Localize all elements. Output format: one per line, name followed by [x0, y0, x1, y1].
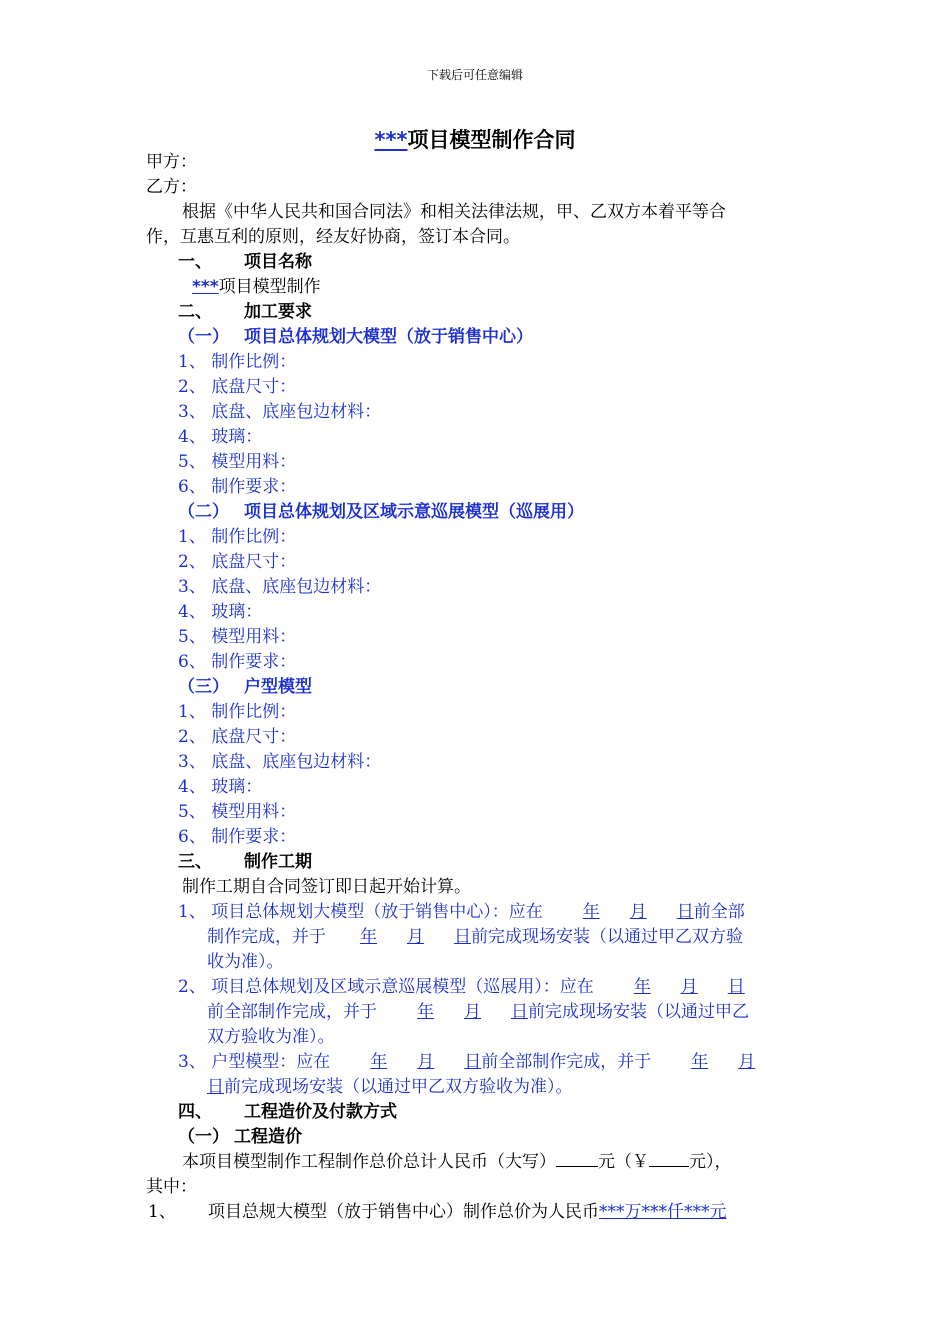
period-text: 3、 户型模型：应在 — [178, 1052, 331, 1072]
req-item: 3、 底盘、底座包边材料： — [178, 402, 382, 422]
period-text: 2、 项目总体规划及区域示意巡展模型（巡展用）：应在 — [178, 977, 594, 997]
req-item: 1、 制作比例： — [178, 702, 297, 722]
cost-line-2: 其中： — [146, 1177, 197, 1197]
subsection-num: （三） — [178, 677, 229, 697]
period-item-1-line-3: 收为准）。 — [207, 952, 284, 972]
date-blank: 年 月 日 — [360, 927, 471, 947]
req-item: 5、 模型用料： — [178, 802, 297, 822]
date-blank: 年 月 日 — [370, 1052, 482, 1072]
period-text: 1、 项目总体规划大模型（放于销售中心）：应在 — [178, 902, 543, 922]
amount-blank — [556, 1166, 598, 1167]
date-blank: 年 月 日 — [582, 902, 694, 922]
subsection-title: 项目总体规划及区域示意巡展模型（巡展用） — [244, 502, 584, 522]
cost-item-1 — [148, 1200, 727, 1224]
period-text: 制作完成，并于 — [207, 927, 326, 947]
section-1-heading — [178, 250, 312, 274]
req-item: 3、 底盘、底座包边材料： — [178, 752, 382, 772]
req-item: 1、 制作比例： — [178, 352, 297, 372]
project-name — [192, 275, 321, 299]
section-num: 四、 — [178, 1102, 212, 1122]
subsection-1-heading — [178, 325, 533, 349]
req-item: 4、 玻璃： — [178, 427, 263, 447]
document-title — [0, 124, 950, 154]
req-item: 5、 模型用料： — [178, 452, 297, 472]
party-a: 甲方： — [146, 152, 197, 172]
cost-item-text: 项目总规大模型（放于销售中心）制作总价为人民币 — [208, 1202, 599, 1222]
req-item: 4、 玻璃： — [178, 602, 263, 622]
title-stars: *** — [374, 128, 408, 152]
req-item: 2、 底盘尺寸： — [178, 377, 297, 397]
section-4-heading — [178, 1100, 397, 1124]
period-item-3-line-1 — [178, 1050, 755, 1074]
cost-item-amount: ***万***仟***元 — [599, 1202, 727, 1222]
page-header: 下载后可任意编辑 — [426, 68, 523, 82]
amount-blank — [649, 1166, 689, 1167]
subsection-3-heading — [178, 675, 312, 699]
req-item: 6、 制作要求： — [178, 827, 297, 847]
date-blank: 年 月 日 — [633, 977, 745, 997]
period-item-2-line-3: 双方验收为准）。 — [207, 1027, 335, 1047]
req-item: 3、 底盘、底座包边材料： — [178, 577, 382, 597]
subsection-title: 工程造价 — [234, 1127, 302, 1147]
section-title: 制作工期 — [244, 852, 312, 872]
subsection-title: 项目总体规划大模型（放于销售中心） — [244, 327, 533, 347]
intro-line-2: 作，互惠互利的原则，经友好协商，签订本合同。 — [146, 227, 520, 247]
section-3-heading — [178, 850, 312, 874]
subsection-4-heading — [178, 1125, 302, 1149]
period-item-2-line-2 — [207, 1000, 749, 1024]
cost-line-1: 本项目模型制作工程制作总价总计人民币（大写） 元（￥ 元）， — [182, 1152, 732, 1172]
req-item: 2、 底盘尺寸： — [178, 552, 297, 572]
period-text: 前完成现场安装（以通过甲乙 — [528, 1002, 749, 1022]
period-text: 前全部制作完成，并于 — [481, 1052, 652, 1072]
project-name-stars: *** — [192, 277, 219, 297]
req-item: 4、 玻璃： — [178, 777, 263, 797]
section-num: 一、 — [178, 252, 212, 272]
period-text: 前全部制作完成，并于 — [207, 1002, 377, 1022]
req-item: 6、 制作要求： — [178, 477, 297, 497]
period-text: 前全部 — [693, 902, 745, 922]
subsection-2-heading — [178, 500, 584, 524]
party-b: 乙方： — [146, 177, 197, 197]
period-item-1-line-1 — [178, 900, 745, 924]
req-item: 1、 制作比例： — [178, 527, 297, 547]
period-item-2-line-1 — [178, 975, 745, 999]
cost-item-num: 1、 — [148, 1202, 176, 1222]
period-item-3-line-2 — [207, 1075, 573, 1099]
subsection-num: （一） — [178, 1127, 229, 1147]
intro-line-1: 根据《中华人民共和国合同法》和相关法律法规，甲、乙双方本着平等合 — [182, 202, 726, 222]
subsection-title: 户型模型 — [244, 677, 312, 697]
period-text: 前完成现场安装（以通过甲乙双方验 — [471, 927, 743, 947]
section-title: 工程造价及付款方式 — [244, 1102, 397, 1122]
section-num: 三、 — [178, 852, 212, 872]
subsection-num: （一） — [178, 327, 229, 347]
subsection-num: （二） — [178, 502, 229, 522]
section-num: 二、 — [178, 302, 212, 322]
period-intro: 制作工期自合同签订即日起开始计算。 — [182, 877, 471, 897]
req-item: 6、 制作要求： — [178, 652, 297, 672]
req-item: 5、 模型用料： — [178, 627, 297, 647]
period-text: 前完成现场安装（以通过甲乙双方验收为准）。 — [224, 1077, 573, 1097]
section-title: 加工要求 — [244, 302, 312, 322]
date-blank: 日 — [207, 1077, 224, 1097]
date-blank: 年 月 日 — [417, 1002, 528, 1022]
period-item-1-line-2 — [207, 925, 743, 949]
req-item: 2、 底盘尺寸： — [178, 727, 297, 747]
project-name-text: 项目模型制作 — [218, 277, 321, 297]
section-title: 项目名称 — [244, 252, 312, 272]
section-2-heading — [178, 300, 312, 324]
date-blank: 年 月 — [691, 1052, 756, 1072]
title-text: 项目模型制作合同 — [407, 128, 576, 152]
